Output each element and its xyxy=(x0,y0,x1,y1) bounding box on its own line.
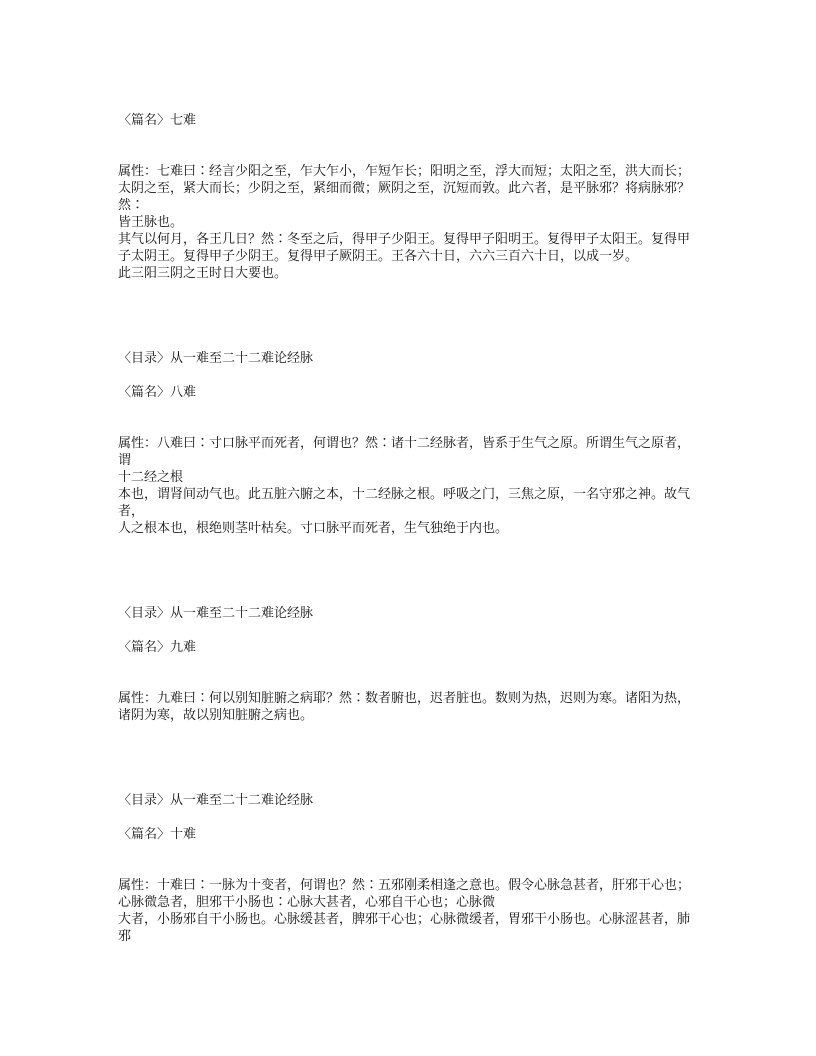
text-line: 本也，谓肾间动气也。此五脏六腑之本，十二经脉之根。呼吸之门，三焦之原，一名守邪之神。故气者， xyxy=(118,487,691,519)
section-banan xyxy=(118,350,700,537)
section-shinan xyxy=(118,792,700,945)
text-line: 属性：七难曰∶经言少阳之至，乍大乍小，乍短乍长；阳明之至，浮大而短；太阳之至，洪大而长； xyxy=(118,164,691,179)
catalog-title: 〈目录〉从一难至二十二难论经脉 xyxy=(118,606,314,621)
text-line: 大者，小肠邪自干小肠也。心脉缓甚者，脾邪干心也；心脉微缓者，胃邪干小肠也。心脉涩甚者，肺邪 xyxy=(118,912,691,944)
section-title: 〈篇名〉七难 xyxy=(118,113,197,128)
catalog-title: 〈目录〉从一难至二十二难论经脉 xyxy=(118,351,314,366)
section-jiunan xyxy=(118,605,700,724)
section-title: 〈篇名〉十难 xyxy=(118,827,197,842)
text-line: 心脉微急者，胆邪干小肠也∶心脉大甚者，心邪自干心也；心脉微 xyxy=(118,895,496,910)
text-line: 人之根本也，根绝则茎叶枯矣。寸口脉平而死者，生气独绝于内也。 xyxy=(118,521,509,536)
catalog-title: 〈目录〉从一难至二十二难论经脉 xyxy=(118,793,314,808)
document-page xyxy=(118,112,700,945)
text-line: 诸阴为寒，故以别知脏腑之病也。 xyxy=(118,708,314,723)
text-line: 太阴之至，紧大而长；少阴之至，紧细而微；厥阴之至，沉短而敦。此六者，是平脉邪？将病脉邪？然∶ xyxy=(118,181,691,213)
text-line: 属性：十难曰∶一脉为十变者，何谓也？然∶五邪刚柔相逢之意也。假令心脉急甚者，肝邪干心也； xyxy=(118,878,691,893)
text-line: 其气以何月，各王几日？然∶冬至之后，得甲子少阳王。复得甲子阳明王。复得甲子太阳王。复得甲子太阴王。复得甲子少阴王。复得甲子厥阴王。王各六十日，六六三百六十日，以成一岁。 xyxy=(118,232,691,264)
section-title: 〈篇名〉九难 xyxy=(118,640,197,655)
section-qinan xyxy=(118,112,700,282)
text-line: 十二经之根 xyxy=(118,470,184,485)
text-line: 属性：八难曰∶寸口脉平而死者，何谓也？然∶诸十二经脉者，皆系于生气之原。所谓生气之原者，谓 xyxy=(118,436,691,468)
section-title: 〈篇名〉八难 xyxy=(118,385,197,400)
text-line: 属性：九难曰∶何以别知脏腑之病耶？然∶数者腑也，迟者脏也。数则为热，迟则为寒。诸阳为热， xyxy=(118,691,691,706)
text-line: 此三阳三阴之王时日大要也。 xyxy=(118,266,288,281)
text-line: 皆王脉也。 xyxy=(118,215,184,230)
